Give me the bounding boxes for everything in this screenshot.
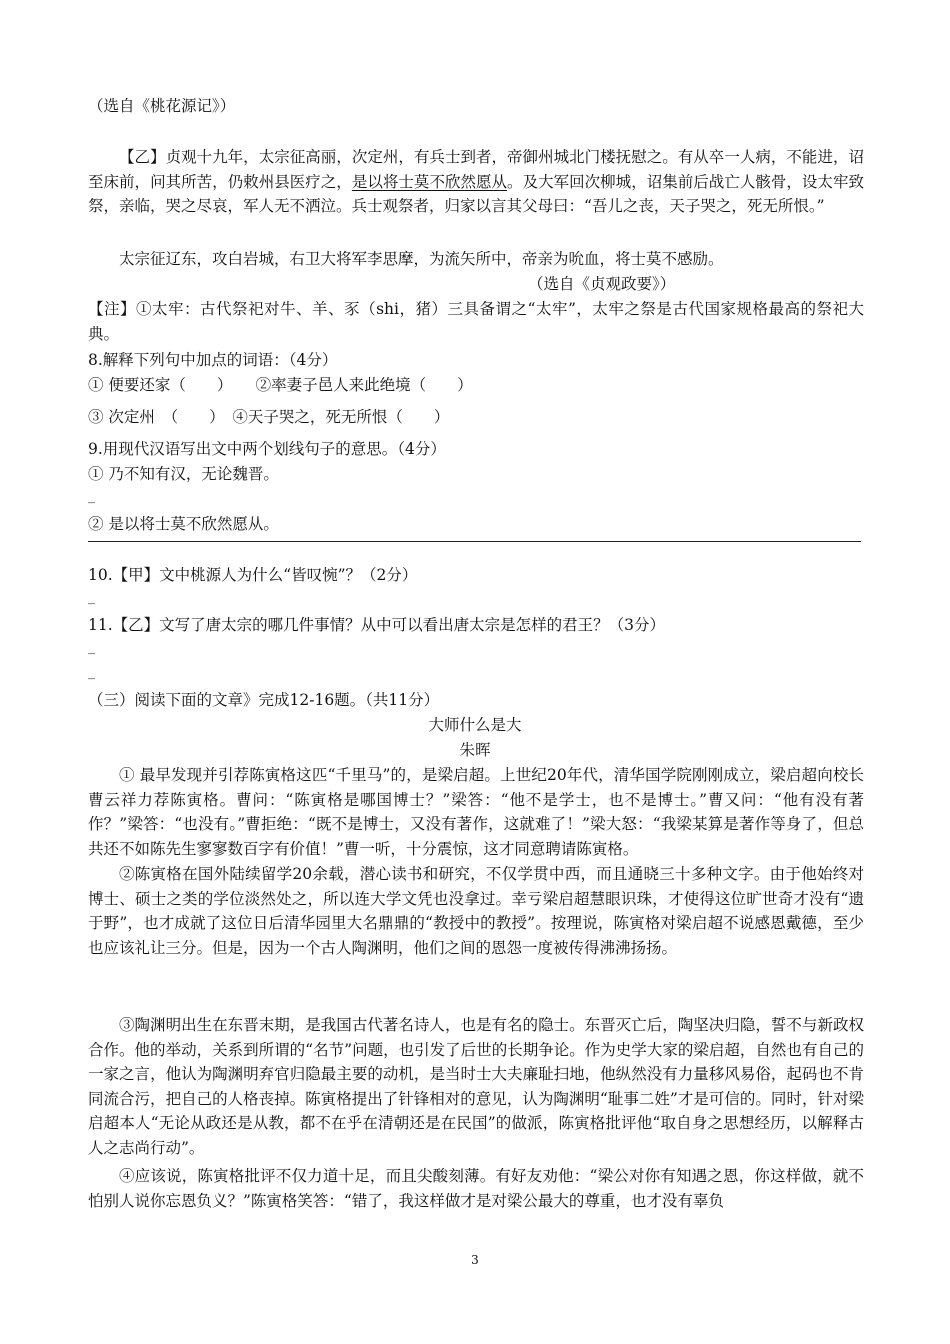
- q10-answer-line[interactable]: _: [88, 589, 95, 605]
- q11-answer-line-2[interactable]: _: [88, 664, 95, 680]
- section-3-header: （三）阅读下面的文章》完成12-16题。（共11分）: [88, 691, 440, 709]
- q11-answer-line-1[interactable]: _: [88, 639, 95, 655]
- yi-note: 【注】①太牢：古代祭祀对牛、羊、豕（shi，猪）三具备谓之“太牢”，太牢之祭是古代国家规格最高的祭祀大典。: [88, 300, 864, 343]
- jia-source: （选自《桃花源记》）: [88, 97, 236, 115]
- q9-sentence-2: ② 是以将士莫不欣然愿从。: [88, 515, 279, 533]
- q9-answer-line-1[interactable]: _: [88, 488, 95, 504]
- q10-title: 10.【甲】文中桃源人为什么“皆叹惋”？（2分）: [88, 566, 418, 584]
- yi-underlined-sentence: 是以将士莫不欣然愿从: [351, 172, 508, 191]
- yi-paragraph-1: [88, 145, 864, 219]
- q11-title: 11.【乙】文写了唐太宗的哪几件事情？从中可以看出唐太宗是怎样的君王？（3分）: [88, 616, 666, 634]
- article-paragraph-4: ④应该说，陈寅格批评不仅力道十足，而且尖酸刻薄。有好友劝他：“梁公对你有知遇之恩，你这样做，就不怕别人说你忘恩负义？”陈寅格笑答：“错了，我这样做才是对梁公最大的尊重，也才没有辜负: [88, 1167, 864, 1210]
- article-author: 朱晖: [459, 741, 491, 759]
- q8-title: 8.解释下列句中加点的词语：（4分）: [88, 351, 338, 369]
- page-number: 3: [471, 1253, 479, 1267]
- article-paragraph-3: ③陶渊明出生在东晋末期，是我国古代著名诗人，也是有名的隐士。东晋灭亡后，陶坚决归隐，誓不与新政权合作。他的举动，关系到所谓的“名节”问题，也引发了后世的长期争论。作为史学大家的梁启超，自然也有自己的一家之言，他认为陶渊明弃官归隐最主要的动机，是当时士大夫廉耻扫地，他纵然没有力量移风易俗，起码也不肯同流合污，把自己的人格丧掉。陈寅格提出了针锋相对的意见，认为陶渊明“耻事二姓”才是可信的。同时，针对梁启超本人“无论从政还是从教，都不在乎在清朝还是在民国”的做派，陈寅格批评他“取自身之思想经历，以解释古人之志尚行动”。: [88, 1016, 864, 1157]
- article-paragraph-1: ① 最早发现并引荐陈寅格这匹“千里马”的，是梁启超。上世纪20年代，清华国学院刚刚成立，梁启超向校长曹云祥力荐陈寅格。曹问：“陈寅格是哪国博士？”梁答：“他不是学士，也不是博士。”曹又问：“他有没有著作？”梁答：“也没有。”曹拒绝：“既不是博士，又没有著作，这就难了！”梁大怒：“我梁某算是著作等身了，但总共还不如陈先生寥寥数百字有价值！”曹一听，十分震惊，这才同意聘请陈寅格。: [88, 766, 864, 858]
- article-paragraph-2: ②陈寅格在国外陆续留学20余载，潜心读书和研究，不仅学贯中西，而且通晓三十多种文字。由于他始终对博士、硕士之类的学位淡然处之，所以连大学文凭也没拿过。幸亏梁启超慧眼识珠，才使得这位旷世奇才没有“遗于野”，也才成就了这位日后清华园里大名鼎鼎的“教授中的教授”。按理说，陈寅格对梁启超不说感恩戴德，至少也应该礼让三分。但是，因为一个古人陶渊明，他们之间的恩怨一度被传得沸沸扬扬。: [88, 865, 864, 957]
- yi-paragraph-2: 太宗征辽东，攻白岩城，右卫大将军李思摩，为流矢所中，帝亲为吮血，将士莫不感励。: [119, 250, 724, 268]
- yi-text-b: 。及大军回次柳城，诏集前后战亡人骸骨，设太牢致祭，亲临，哭之尽哀，军人无不洒泣。兵士观祭者，归家以言其父母曰：“吾儿之丧，天子哭之，死无所恨。”: [88, 172, 864, 215]
- q8-row-2: ③ 次定州 （ ） ④天子哭之，死无所恨（ ）: [88, 408, 450, 426]
- yi-source: （选自《贞观政要》）: [528, 275, 676, 293]
- q9-sentence-1: ① 乃不知有汉，无论魏晋。: [88, 465, 279, 483]
- q9-answer-rule[interactable]: [88, 541, 861, 542]
- yi-text-a: 【乙】贞观十九年，太宗征高丽，次定州，有兵士到者，帝御州城北门楼抚慰之。有从卒一人病，不能进，诏至床前，问其所苦，仍敕州县医疗之，: [88, 148, 864, 191]
- q8-row-1: ① 便要还家（ ） ②率妻子邑人来此绝境（ ）: [88, 376, 473, 394]
- q9-title: 9.用现代汉语写出文中两个划线句子的意思。（4分）: [88, 440, 446, 458]
- article-title: 大师什么是大: [428, 716, 522, 734]
